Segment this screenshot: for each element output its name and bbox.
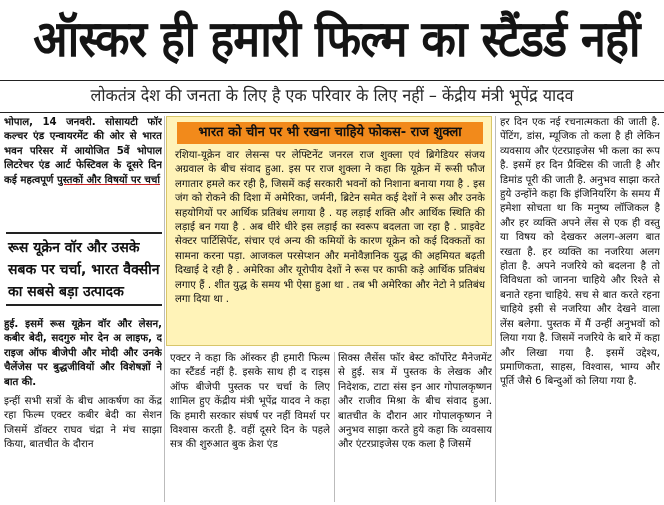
column-divider — [334, 352, 335, 502]
subheadline: लोकतंत्र देश की जनता के लिए है एक परिवार के लिए नहीं – केंद्रीय मंत्री भूपेंद्र यादव — [90, 86, 574, 106]
highlight-box — [166, 116, 492, 346]
column-divider — [164, 116, 165, 502]
column2-paragraph: एक्टर ने कहा कि ऑस्कर ही हमारी फिल्म का स्टैंडर्ड नहीं है. इसके साथ ही द राइस ऑफ बीजेपी पुस्तक पर चर्चा के लिए शामिल हुए केंद्रीय मंत्री भूपेंद्र यादव ने कहा कि हमारी सरकार संघर्ष पर नहीं विमर्श पर विश्वास करती है. वहीं दूसरे दिन के पहले सत्र की शुरुआत बुक क्रेश एंड — [170, 353, 330, 451]
column1-bold-paragraph: हुई. इसमें रूस यूक्रेन वॉर और लेसन, कबीर बेदी, सदगुरु मोर देन अ लाइफ, द राइज ऑफ बीजेपी और मोदी और उनके चैलेंजेस पर बुद्धजीवियों और विशेषज्ञों ने बात की. — [4, 319, 162, 388]
headline-rule — [0, 80, 664, 81]
column-divider — [495, 116, 496, 502]
column1-paragraph: इन्हीं सभी सत्रों के बीच आकर्षण का केंद्र रहा फिल्म एक्टर कबीर बेदी का सेशन जिसमें डॉक्टर राघव चंद्रा ने मंच साझा किया, बातचीत के दौरान — [4, 396, 162, 451]
highlight-box-title: भारत को चीन पर भी रखना चाहिये फोकस- राज शुक्ला — [177, 122, 483, 144]
pull-quote: रूस यूक्रेन वॉर और उसके सबक पर चर्चा, भारत वैक्सीन का सबसे बड़ा उत्पादक — [6, 232, 162, 306]
highlight-box-body: रशिया-यूक्रेन वार लेसन्स पर लेफ्टिनेंट जनरल राज शुक्ला एवं ब्रिगेडियर संजय अग्रवाल के बीच संवाद हुआ. इस पर राज शुक्ला ने कहा कि यूक्रेन में रूसी फौज लगातार हमले कर रही है, जिसमें कई सरकारी भवनों को निशाना बनाया गया है . इस जंग को रोकने की दिशा में अमेरिका, जर्मनी, ब्रिटेन समेत कई देशों ने रूस और उनके सहयोगियों पर आर्थिक प्रतिबंध लगाया है . यह लड़ाई शक्ति और आर्थिक स्थिति की लड़ाई बन गया है . अब धीरे धीरे इस लड़ाई का स्वरूप बदलता जा रहा है . प्राइवेट सेक्टर पार्टिसिपेंट, संचार एवं अन्य की कमियों के कारण यूक्रेन को कई दिक्कतों का सामना करना पड़ा. आजकल परसेप्शन और मनोवैज्ञानिक युद्ध की अहमियत बढ़ती दिखाई दे रही है . अमेरिका और यूरोपीय देशों ने रूस पर काफी कड़े आर्थिक प्रतिबंध लगाए हैं . शीत युद्ध के समय भी ऐसा हुआ था . तब भी अमेरिका और नेटो ने प्रतिबंध लगा दिया था . — [175, 150, 485, 306]
subheadline-rule — [0, 112, 664, 113]
column4-paragraph: हर दिन एक नई रचनात्मकता की जाती है. पेंटिंग, डांस, म्यूजिक तो कला है ही लेकिन व्यवसाय और एंटरप्राइजेस भी कला का रूप है. इसमें हर दिन प्रैक्टिस की जाती है और डिमांड पूरी की जाती है. अनुभव साझा करते हुये उन्होंने कहा कि इंजिनियरिंग के समय मैं हमेशा सोचता था कि मनुष्य लॉजिकल है और हर व्यक्ति अपने लेंस से एक ही वस्तु या विषय को देखकर अलग-अलग बात रखता है. हर व्यक्ति का नजरिया अलग होता है. अपने नजरिये को बदलना है तो विविधता को जानना चाहिये और रिश्ते से बनाते रहना चाहिये. सच से बात करते रहना चाहिये इसी से नजरिया और देखने वाला लेंस बलेगा. पुस्तक में मैं उन्हीं अनुभवों को लिया गया है. जिसमें नजरिये के बारे में कहा और लिखा गया है. इसमें उद्देश्य, प्रमाणिकता, साहस, विश्वास, भाग्य और पूर्ति जैसे 6 बिन्दुओं को लिया गया है. — [500, 117, 660, 388]
intro-underlined: पुस्तकों और विषयों पर चर्चा — [56, 174, 160, 186]
column3-paragraph: सिक्स लैसेंस फॉर बेस्ट कॉर्पोरेट मैनेजमेंट से हुई. सत्र में पुस्तक के लेखक और निदेशक, टाटा संस इन आर गोपालकृष्णन और राजीव मिश्रा के बीच संवाद हुआ. बातचीत के दौरान आर गोपालकृष्णन ने अनुभव साझा करते हुये कहा कि व्यवसाय और एंटरप्राइजेस एक कला है जिसमें — [338, 353, 492, 451]
intro-text: भोपाल, 14 जनवरी. सोसायटी फॉर कल्चर एंड एन्वायरमेंट की ओर से भारत भवन परिसर में आयोजित 5वें भोपाल लिटरेचर एंड आर्ट फेस्टिवल के दूसरे दिन कई महत्वपूर्ण — [4, 117, 162, 186]
headline: ऑस्कर ही हमारी फिल्म का स्टैंडर्ड नहीं — [33, 10, 640, 68]
intro-paragraph — [4, 116, 162, 224]
